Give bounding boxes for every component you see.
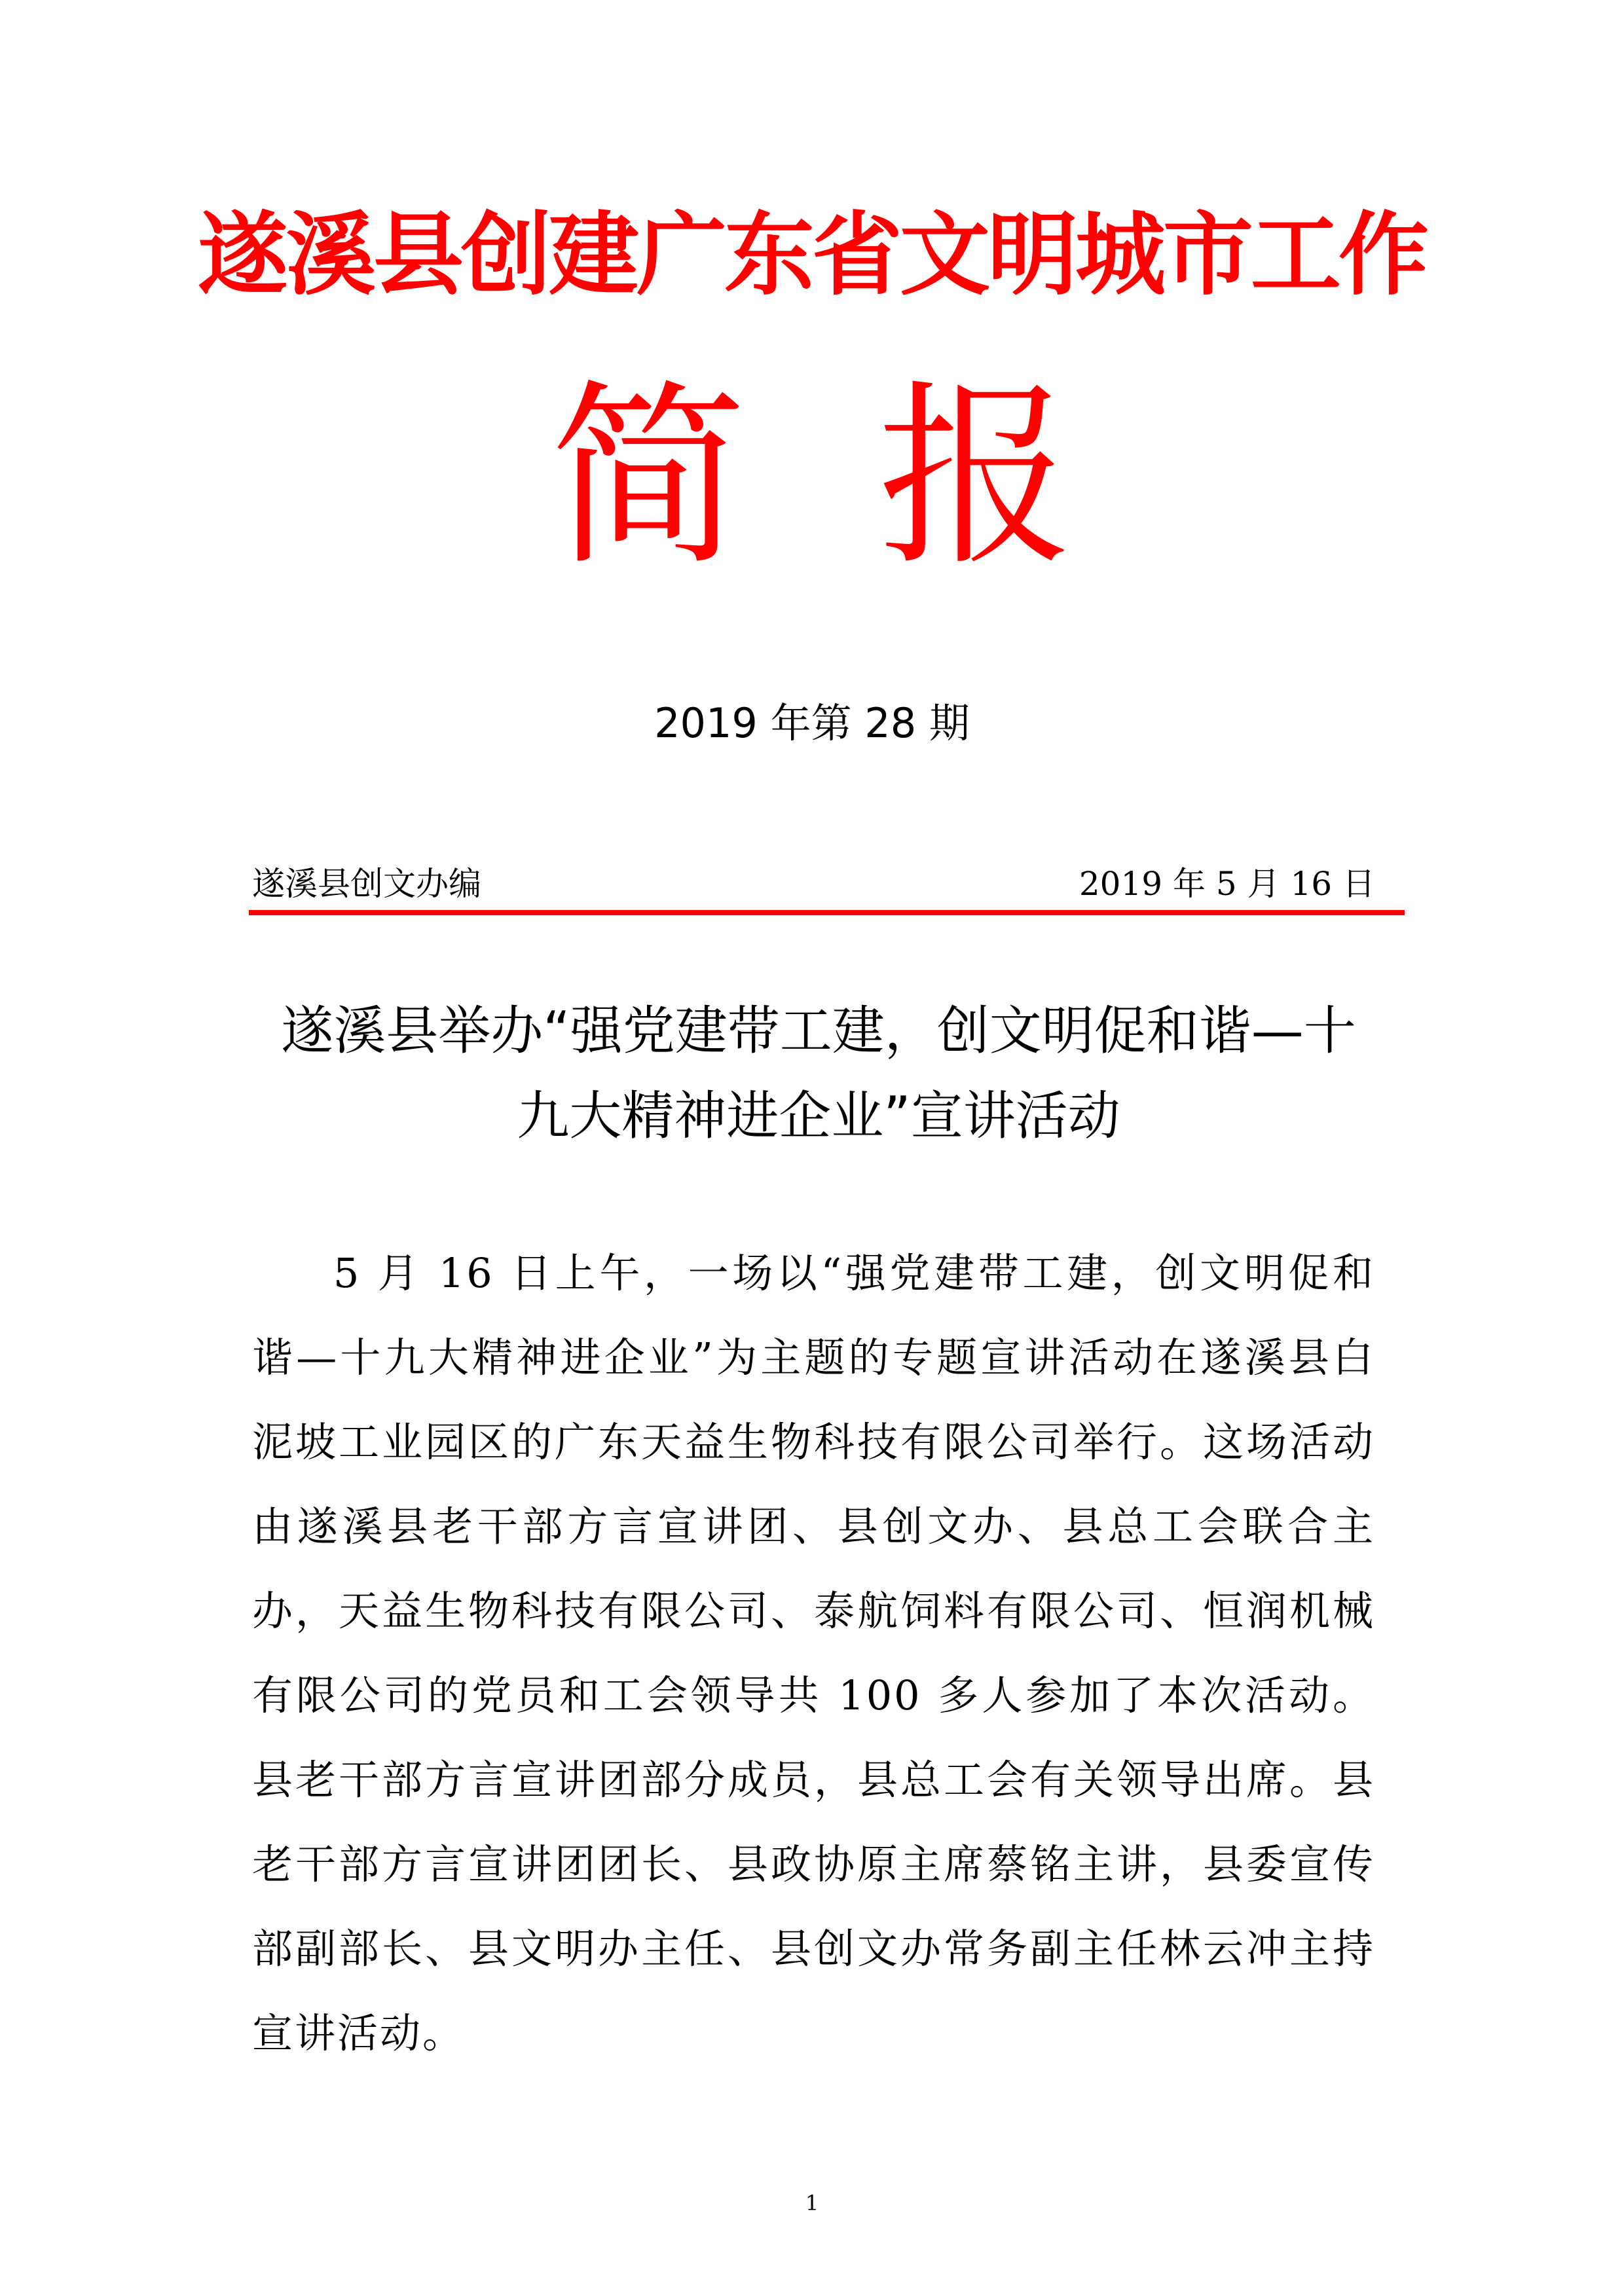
editor-label: 遂溪县创文办编 — [252, 865, 481, 903]
doc-type-char-2: 报 — [877, 363, 1074, 592]
doc-type-char-1: 简 — [550, 363, 747, 592]
page-number: 1 — [805, 2191, 819, 2215]
org-title: 遂溪县创建广东省文明城市工作 — [197, 202, 1426, 308]
article-paragraph: 5 月 16 日上午，一场以“强党建带工建，创文明促和谐—十九大精神进企业”为主题的专题宣讲活动在遂溪县白泥坡工业园区的广东天益生物科技有限公司举行。这场活动由遂溪县老干部方言宣讲团、县创文办、县总工会联合主办，天益生物科技有限公司、泰航饲料有限公司、恒润机械有限公司的党员和工会领导共 100 多人参加了本次活动。县老干部方言宣讲团部分成员，县总工会有关领导出席。县老干部方言宣讲团团长、县政协原主席蔡铭主讲，县委宣传部副部长、县文明办主任、县创文办常务副主任林云冲主持宣讲活动。 — [252, 1249, 1375, 2057]
red-divider — [249, 910, 1405, 915]
publish-date: 2019 年 5 月 16 日 — [1079, 865, 1375, 903]
issue-number: 2019 年第 28 期 — [654, 699, 970, 747]
article-headline: 遂溪县举办“强党建带工建，创文明促和谐—十九大精神进企业”宣讲活动 — [281, 1000, 1356, 1146]
meta-row — [252, 864, 1375, 903]
